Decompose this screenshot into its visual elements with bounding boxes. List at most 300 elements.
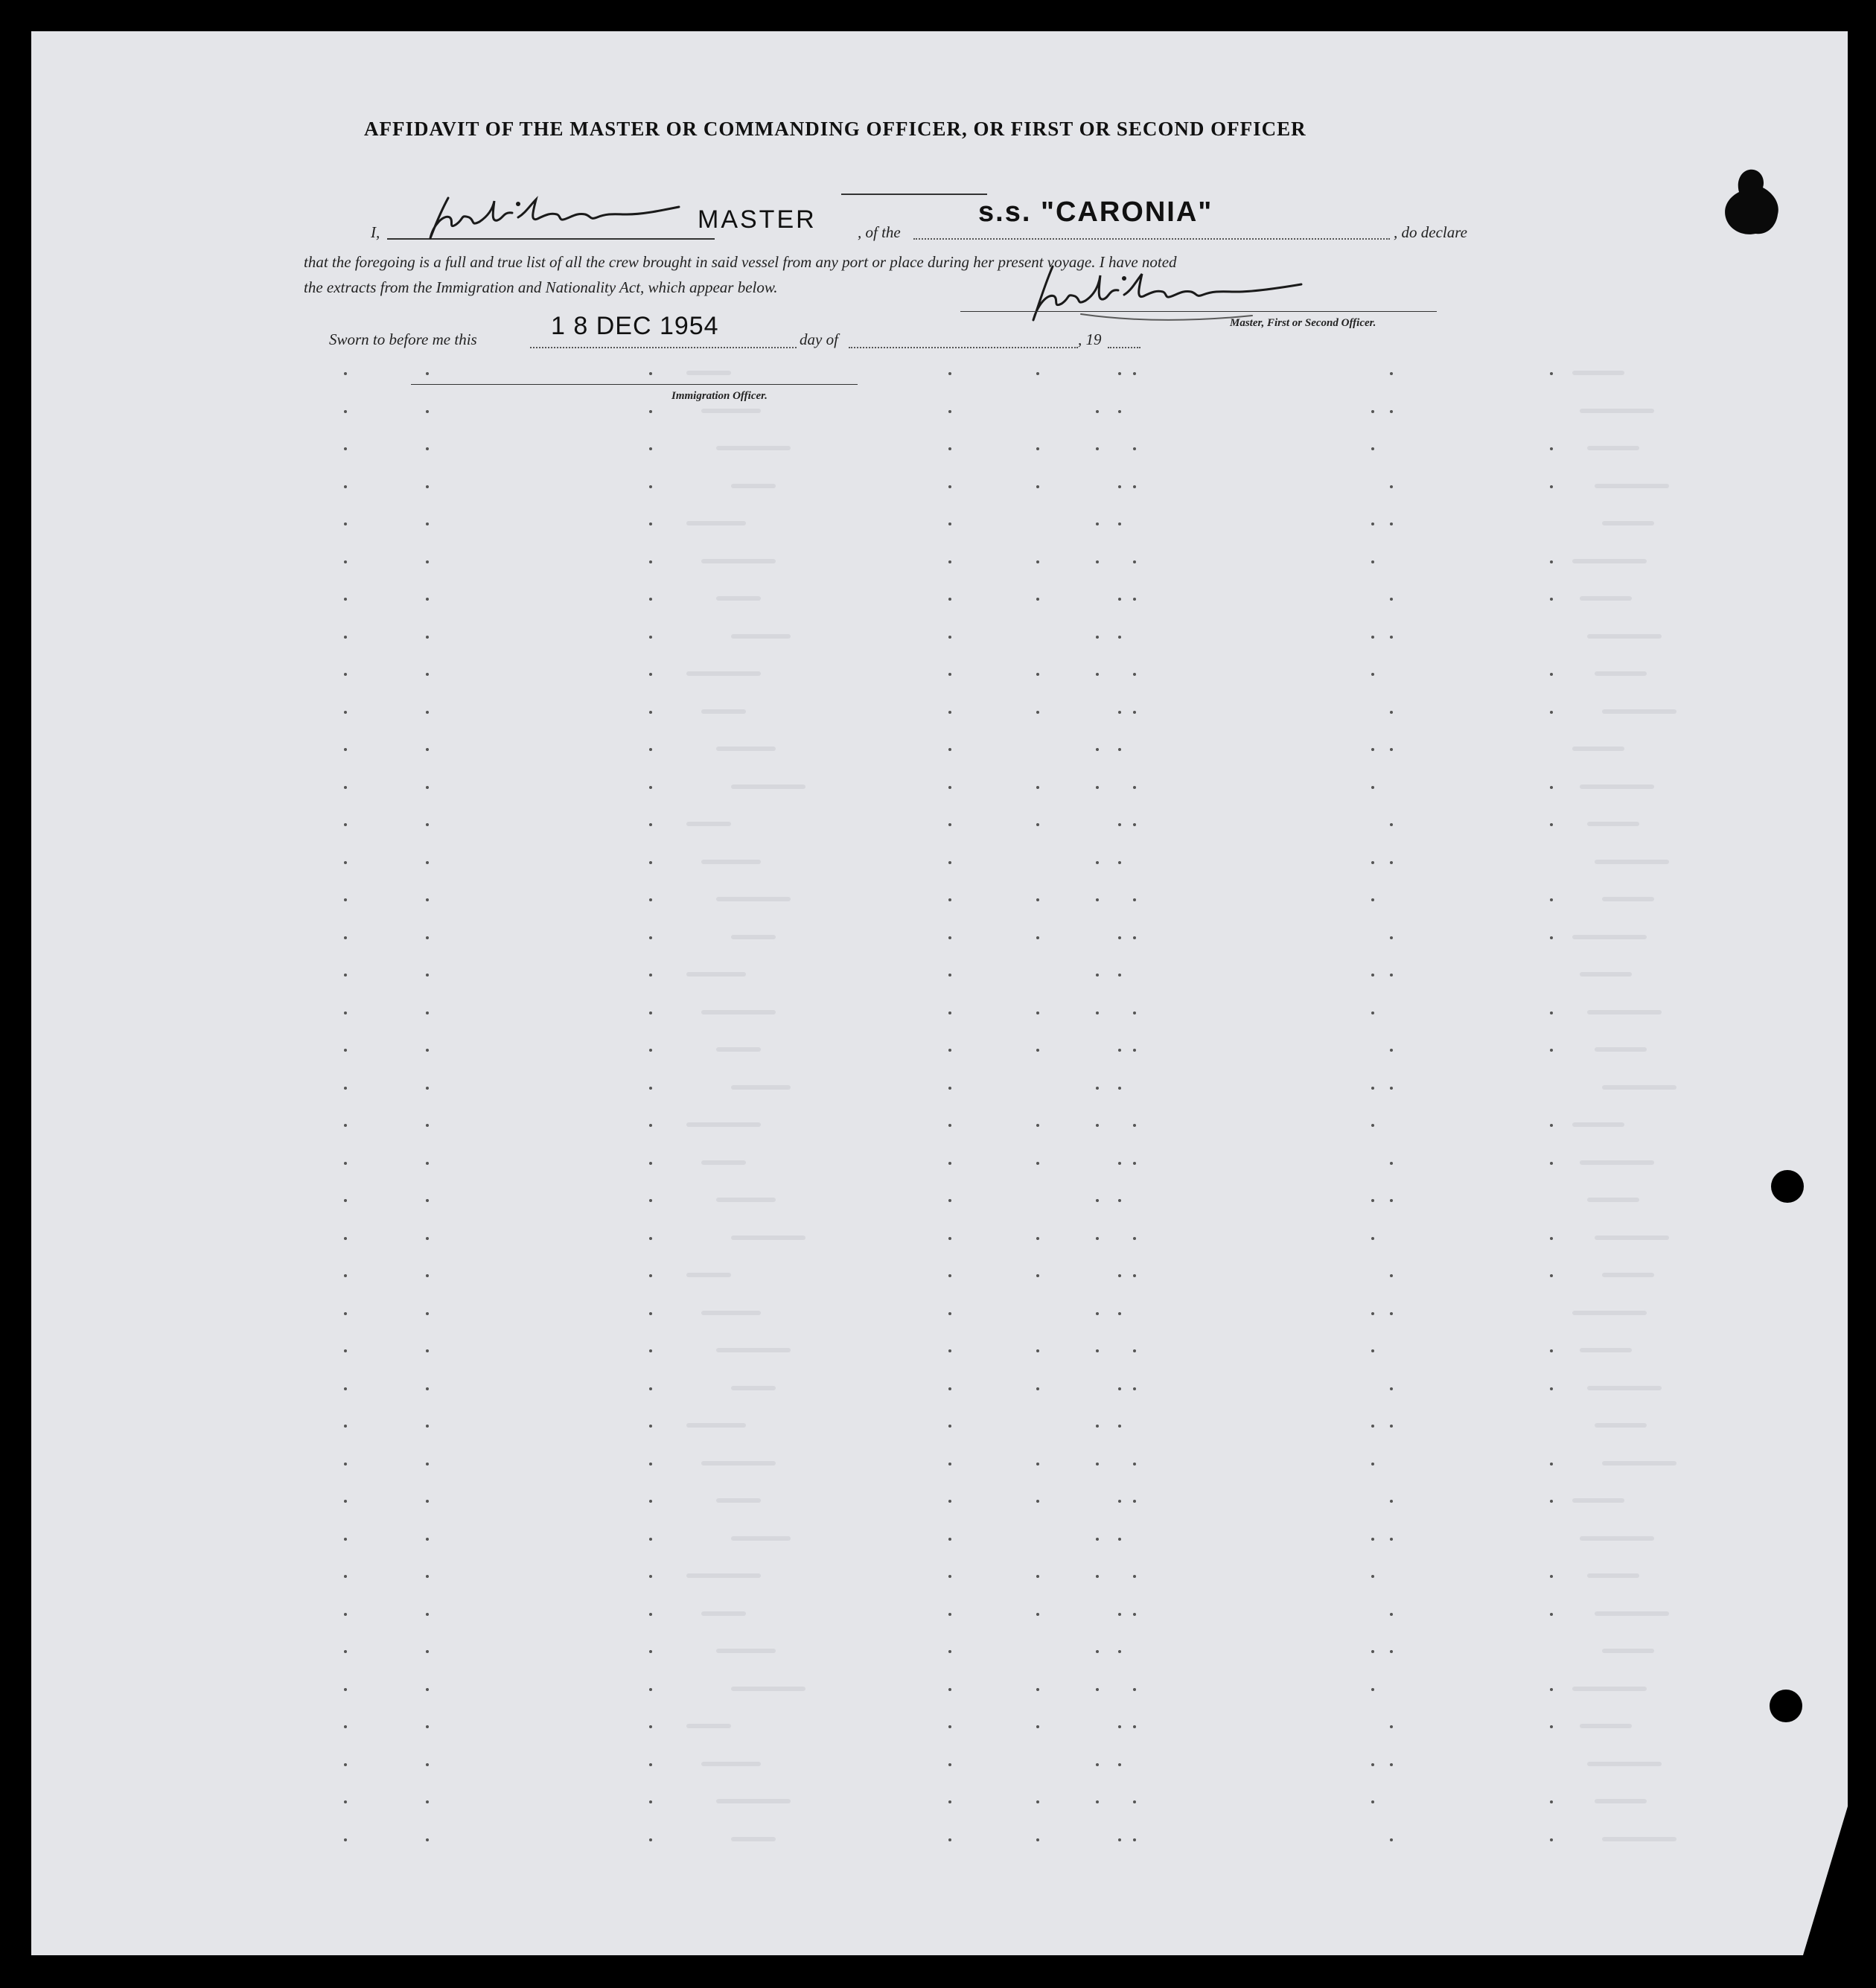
bleedthrough-dot xyxy=(344,522,347,525)
bleedthrough-dot xyxy=(1550,1237,1553,1240)
bleedthrough-dot xyxy=(1371,1650,1374,1653)
bleedthrough-dot xyxy=(1096,1312,1099,1315)
bleedthrough-dot xyxy=(1390,1162,1393,1165)
bleedthrough-dot xyxy=(1036,560,1039,563)
bleedthrough-text xyxy=(1595,484,1669,488)
bleedthrough-text xyxy=(731,1687,805,1691)
bleedthrough-dot xyxy=(1133,485,1136,488)
bleedthrough-dot xyxy=(1133,823,1136,826)
bleedthrough-dot xyxy=(1390,1763,1393,1766)
bleedthrough-dot xyxy=(344,1312,347,1315)
master-signature-line xyxy=(960,311,1437,312)
bleedthrough-dot xyxy=(1550,1688,1553,1691)
bleedthrough-text xyxy=(1595,860,1669,864)
bleedthrough-dot xyxy=(1390,1725,1393,1728)
bleedthrough-dot xyxy=(1133,786,1136,789)
declaration-line-1: that the foregoing is a full and true list of all the crew brought in said vessel from any port or place during her present voyage. I have noted xyxy=(304,253,1177,271)
bleedthrough-dot xyxy=(948,560,951,563)
bleedthrough-dot xyxy=(948,1274,951,1277)
bleedthrough-dot xyxy=(1118,636,1121,639)
bleedthrough-dot xyxy=(1550,1011,1553,1014)
bleedthrough-dot xyxy=(649,1613,652,1616)
bleedthrough-dot xyxy=(649,1538,652,1541)
bleedthrough-dot xyxy=(1550,1500,1553,1503)
bleedthrough-dot xyxy=(1133,1575,1136,1578)
bleedthrough-dot xyxy=(1096,786,1099,789)
bleedthrough-dot xyxy=(426,1274,429,1277)
bleedthrough-text xyxy=(1587,446,1639,450)
bleedthrough-dot xyxy=(649,522,652,525)
bleedthrough-text xyxy=(1602,1649,1654,1653)
bleedthrough-dot xyxy=(1390,1650,1393,1653)
bleedthrough-dot xyxy=(344,861,347,864)
bleedthrough-dot xyxy=(1133,1613,1136,1616)
bleedthrough-dot xyxy=(948,673,951,676)
bleedthrough-dot xyxy=(649,1463,652,1466)
bleedthrough-dot xyxy=(344,1162,347,1165)
bleedthrough-text xyxy=(1602,1837,1676,1841)
bleedthrough-dot xyxy=(1133,898,1136,901)
bleedthrough-dot xyxy=(948,786,951,789)
bleedthrough-dot xyxy=(1371,410,1374,413)
bleedthrough-text xyxy=(686,972,746,977)
bleedthrough-dot xyxy=(1036,936,1039,939)
bleedthrough-dot xyxy=(344,1049,347,1052)
bleedthrough-dot xyxy=(948,974,951,977)
bleedthrough-dot xyxy=(1118,861,1121,864)
bleedthrough-text xyxy=(1572,559,1647,563)
bleedthrough-dot xyxy=(1550,1349,1553,1352)
bleedthrough-text xyxy=(686,671,761,676)
rank-typed: MASTER xyxy=(698,205,817,234)
bleedthrough-dot xyxy=(1118,522,1121,525)
bleedthrough-dot xyxy=(1390,410,1393,413)
bleedthrough-dot xyxy=(1036,447,1039,450)
bleedthrough-dot xyxy=(426,936,429,939)
bleedthrough-dot xyxy=(344,1613,347,1616)
bleedthrough-dot xyxy=(649,485,652,488)
bleedthrough-dot xyxy=(344,1011,347,1014)
bleedthrough-dot xyxy=(1390,1500,1393,1503)
bleedthrough-dot xyxy=(1390,1199,1393,1202)
bleedthrough-dot xyxy=(1096,410,1099,413)
bleedthrough-dot xyxy=(1550,1387,1553,1390)
bleedthrough-dot xyxy=(1371,1538,1374,1541)
bleedthrough-text xyxy=(1572,1687,1647,1691)
bleedthrough-dot xyxy=(948,598,951,601)
bleedthrough-dot xyxy=(1390,1087,1393,1090)
bleedthrough-dot xyxy=(948,823,951,826)
bleedthrough-text xyxy=(701,1461,776,1466)
bleedthrough-text xyxy=(1572,1122,1624,1127)
vessel-underline xyxy=(913,238,1390,240)
sworn-date-underline xyxy=(530,347,797,348)
bleedthrough-dot xyxy=(1371,1199,1374,1202)
bleedthrough-dot xyxy=(426,1463,429,1466)
day-of-label: day of xyxy=(800,330,838,348)
bleedthrough-dot xyxy=(1133,1500,1136,1503)
bleedthrough-dot xyxy=(344,711,347,714)
bleedthrough-dot xyxy=(649,1725,652,1728)
bleedthrough-dot xyxy=(649,1011,652,1014)
bleedthrough-dot xyxy=(1036,1688,1039,1691)
bleedthrough-dot xyxy=(948,1763,951,1766)
sworn-label: Sworn to before me this xyxy=(329,330,477,348)
bleedthrough-dot xyxy=(1390,748,1393,751)
bleedthrough-text xyxy=(716,897,791,901)
bleedthrough-dot xyxy=(1118,974,1121,977)
bleedthrough-dot xyxy=(344,1575,347,1578)
bleedthrough-dot xyxy=(948,1312,951,1315)
bleedthrough-text xyxy=(1602,1273,1654,1277)
bleedthrough-text xyxy=(1587,634,1662,639)
bleedthrough-dot xyxy=(1133,673,1136,676)
bleedthrough-text xyxy=(731,1386,776,1390)
bleedthrough-text xyxy=(1580,409,1654,413)
bleedthrough-dot xyxy=(1096,1124,1099,1127)
bleedthrough-dot xyxy=(649,1237,652,1240)
bleedthrough-dot xyxy=(1371,1011,1374,1014)
bleedthrough-text xyxy=(716,1348,791,1352)
bleedthrough-dot xyxy=(1118,823,1121,826)
bleedthrough-dot xyxy=(948,936,951,939)
bleedthrough-text xyxy=(1580,1724,1632,1728)
bleedthrough-dot xyxy=(1371,1800,1374,1803)
bleedthrough-dot xyxy=(1118,1312,1121,1315)
bleedthrough-text xyxy=(731,1837,776,1841)
bleedthrough-dot xyxy=(1550,936,1553,939)
bleedthrough-text xyxy=(1602,709,1676,714)
bleedthrough-text xyxy=(701,1762,761,1766)
bleedthrough-text xyxy=(1595,671,1647,676)
bleedthrough-dot xyxy=(1390,598,1393,601)
bleedthrough-dot xyxy=(426,1650,429,1653)
bleedthrough-dot xyxy=(649,936,652,939)
bleedthrough-dot xyxy=(1133,1049,1136,1052)
bleedthrough-dot xyxy=(344,898,347,901)
bleedthrough-dot xyxy=(344,673,347,676)
bleedthrough-text xyxy=(1580,1160,1654,1165)
bleedthrough-dot xyxy=(426,823,429,826)
bleedthrough-dot xyxy=(1036,1800,1039,1803)
bleedthrough-dot xyxy=(426,786,429,789)
bleedthrough-dot xyxy=(1390,974,1393,977)
bleedthrough-dot xyxy=(1118,1763,1121,1766)
bleedthrough-dot xyxy=(1133,372,1136,375)
bleedthrough-text xyxy=(701,559,776,563)
bleedthrough-text xyxy=(1572,935,1647,939)
bleedthrough-dot xyxy=(1550,1162,1553,1165)
officer-caption: Immigration Officer. xyxy=(671,390,768,402)
bleedthrough-text xyxy=(1572,371,1624,375)
bleedthrough-dot xyxy=(948,1575,951,1578)
bleedthrough-text xyxy=(731,935,776,939)
bleedthrough-text xyxy=(1595,1611,1669,1616)
bleedthrough-dot xyxy=(948,372,951,375)
bleedthrough-dot xyxy=(344,1274,347,1277)
bleedthrough-text xyxy=(701,1160,746,1165)
bleedthrough-dot xyxy=(1118,1538,1121,1541)
bleedthrough-text xyxy=(1587,822,1639,826)
bleedthrough-dot xyxy=(1118,1500,1121,1503)
bleedthrough-dot xyxy=(1036,1237,1039,1240)
bleedthrough-dot xyxy=(948,522,951,525)
bleedthrough-dot xyxy=(948,1162,951,1165)
bleedthrough-dot xyxy=(948,1349,951,1352)
bleedthrough-dot xyxy=(344,1725,347,1728)
bleedthrough-dot xyxy=(1550,786,1553,789)
bleedthrough-text xyxy=(1602,1461,1676,1466)
bleedthrough-dot xyxy=(1133,1688,1136,1691)
bleedthrough-text xyxy=(686,1423,746,1428)
bleedthrough-dot xyxy=(1096,1199,1099,1202)
bleedthrough-dot xyxy=(649,1500,652,1503)
bleedthrough-dot xyxy=(426,447,429,450)
bleedthrough-text xyxy=(716,1799,791,1803)
bleedthrough-dot xyxy=(1096,1237,1099,1240)
bleedthrough-dot xyxy=(649,1274,652,1277)
bleedthrough-dot xyxy=(1371,522,1374,525)
bleedthrough-dot xyxy=(1371,673,1374,676)
bleedthrough-dot xyxy=(1133,1011,1136,1014)
bleedthrough-text xyxy=(1595,1423,1647,1428)
bleedthrough-dot xyxy=(1550,1575,1553,1578)
bleedthrough-dot xyxy=(1036,1124,1039,1127)
bleedthrough-dot xyxy=(426,974,429,977)
bleedthrough-dot xyxy=(1133,1463,1136,1466)
bleedthrough-dot xyxy=(649,410,652,413)
bleedthrough-dot xyxy=(1036,1500,1039,1503)
bleedthrough-text xyxy=(1572,747,1624,751)
bleedthrough-dot xyxy=(1036,1049,1039,1052)
bleedthrough-dot xyxy=(1036,1613,1039,1616)
bleedthrough-dot xyxy=(948,1650,951,1653)
bleedthrough-dot xyxy=(426,1312,429,1315)
bleedthrough-dot xyxy=(948,636,951,639)
bleedthrough-dot xyxy=(1133,936,1136,939)
bleedthrough-dot xyxy=(1096,1650,1099,1653)
declare-label: , do declare xyxy=(1394,223,1467,241)
bleedthrough-dot xyxy=(1036,898,1039,901)
bleedthrough-dot xyxy=(344,1688,347,1691)
bleedthrough-dot xyxy=(426,1725,429,1728)
bleedthrough-dot xyxy=(1371,898,1374,901)
bleedthrough-dot xyxy=(1550,372,1553,375)
bleedthrough-dot xyxy=(1036,711,1039,714)
bleedthrough-dot xyxy=(1036,1387,1039,1390)
bleedthrough-text xyxy=(731,1236,805,1240)
bleedthrough-text xyxy=(701,1010,776,1014)
bleedthrough-dot xyxy=(649,560,652,563)
bleedthrough-dot xyxy=(344,1463,347,1466)
bleedthrough-dot xyxy=(1096,1763,1099,1766)
bleedthrough-dot xyxy=(1550,560,1553,563)
bleedthrough-dot xyxy=(1133,1800,1136,1803)
bleedthrough-dot xyxy=(1371,974,1374,977)
bleedthrough-dot xyxy=(948,898,951,901)
bleedthrough-dot xyxy=(649,1838,652,1841)
bleedthrough-dot xyxy=(649,1575,652,1578)
bleedthrough-dot xyxy=(649,1387,652,1390)
bleedthrough-dot xyxy=(344,748,347,751)
bleedthrough-dot xyxy=(1036,786,1039,789)
bleedthrough-text xyxy=(1602,897,1654,901)
bleedthrough-text xyxy=(1587,1010,1662,1014)
bleedthrough-dot xyxy=(344,485,347,488)
bleedthrough-dot xyxy=(948,1538,951,1541)
bleedthrough-dot xyxy=(1096,1425,1099,1428)
bleedthrough-dot xyxy=(344,598,347,601)
bleedthrough-dot xyxy=(1390,1312,1393,1315)
bleedthrough-dot xyxy=(1371,1124,1374,1127)
bleedthrough-dot xyxy=(344,1425,347,1428)
bleedthrough-dot xyxy=(1118,598,1121,601)
bleedthrough-dot xyxy=(1096,1463,1099,1466)
year-underline xyxy=(1108,347,1140,348)
punch-hole-lower xyxy=(1770,1690,1802,1722)
bleedthrough-text xyxy=(731,1536,791,1541)
bleedthrough-dot xyxy=(1096,1538,1099,1541)
bleedthrough-dot xyxy=(426,1237,429,1240)
bleedthrough-text xyxy=(716,1047,761,1052)
bleedthrough-dot xyxy=(1371,1688,1374,1691)
bleedthrough-dot xyxy=(1118,1087,1121,1090)
bleedthrough-dot xyxy=(1550,447,1553,450)
bleedthrough-dot xyxy=(1036,1162,1039,1165)
bleedthrough-dot xyxy=(1096,636,1099,639)
bleedthrough-dot xyxy=(1118,936,1121,939)
bleedthrough-dot xyxy=(1118,1838,1121,1841)
bleedthrough-text xyxy=(701,709,746,714)
bleedthrough-dot xyxy=(1390,522,1393,525)
bleedthrough-dot xyxy=(649,1650,652,1653)
bleedthrough-text xyxy=(1580,1536,1654,1541)
bleedthrough-dot xyxy=(426,1087,429,1090)
bleedthrough-dot xyxy=(1390,1613,1393,1616)
bleedthrough-dot xyxy=(426,560,429,563)
bleedthrough-dot xyxy=(1371,1463,1374,1466)
bleedthrough-dot xyxy=(1133,1237,1136,1240)
bleedthrough-dot xyxy=(344,1087,347,1090)
bleedthrough-dot xyxy=(649,898,652,901)
bleedthrough-dot xyxy=(649,447,652,450)
punch-hole-upper xyxy=(1771,1170,1804,1203)
bleedthrough-dot xyxy=(1550,673,1553,676)
bleedthrough-dot xyxy=(1371,447,1374,450)
bleedthrough-dot xyxy=(948,711,951,714)
bleedthrough-dot xyxy=(1371,1763,1374,1766)
bleedthrough-dot xyxy=(344,1124,347,1127)
bleedthrough-dot xyxy=(649,1763,652,1766)
bleedthrough-dot xyxy=(1133,1124,1136,1127)
bleedthrough-dot xyxy=(1550,1049,1553,1052)
bleedthrough-text xyxy=(716,1198,776,1202)
bleedthrough-text xyxy=(731,1085,791,1090)
bleedthrough-dot xyxy=(1096,1688,1099,1691)
bleedthrough-dot xyxy=(1390,372,1393,375)
rank-overline xyxy=(841,194,987,195)
ink-blot xyxy=(1720,165,1787,240)
bleedthrough-text xyxy=(716,747,776,751)
document-page xyxy=(31,31,1848,1955)
bleedthrough-dot xyxy=(1118,1387,1121,1390)
bleedthrough-dot xyxy=(1118,1613,1121,1616)
bleedthrough-text xyxy=(1572,1311,1647,1315)
bleedthrough-text xyxy=(701,860,761,864)
bleedthrough-dot xyxy=(426,1800,429,1803)
bleedthrough-dot xyxy=(948,1387,951,1390)
bleedthrough-dot xyxy=(344,447,347,450)
bleedthrough-text xyxy=(1587,1386,1662,1390)
officer-signature-line xyxy=(411,384,858,385)
bleedthrough-dot xyxy=(649,1049,652,1052)
bleedthrough-dot xyxy=(1118,1725,1121,1728)
bleedthrough-dot xyxy=(1036,673,1039,676)
bleedthrough-text xyxy=(686,1573,761,1578)
bleedthrough-text xyxy=(686,1122,761,1127)
bleedthrough-text xyxy=(701,409,761,413)
bleedthrough-text xyxy=(686,1273,731,1277)
bleedthrough-dot xyxy=(649,1688,652,1691)
bleedthrough-dot xyxy=(948,748,951,751)
bleedthrough-text xyxy=(686,822,731,826)
bleedthrough-text xyxy=(1595,1236,1669,1240)
bleedthrough-dot xyxy=(1118,1199,1121,1202)
bleedthrough-dot xyxy=(1118,1162,1121,1165)
bleedthrough-text xyxy=(686,371,731,375)
bleedthrough-dot xyxy=(1550,1838,1553,1841)
bleedthrough-dot xyxy=(1550,1613,1553,1616)
bleedthrough-dot xyxy=(1096,447,1099,450)
bleedthrough-dot xyxy=(1390,823,1393,826)
bleedthrough-dot xyxy=(426,522,429,525)
bleedthrough-dot xyxy=(1096,1800,1099,1803)
bleedthrough-dot xyxy=(1133,1162,1136,1165)
bleedthrough-dot xyxy=(1133,711,1136,714)
bleedthrough-dot xyxy=(1036,372,1039,375)
bleedthrough-dot xyxy=(426,1838,429,1841)
bleedthrough-dot xyxy=(1118,748,1121,751)
bleedthrough-text xyxy=(1587,1198,1639,1202)
bleedthrough-dot xyxy=(426,673,429,676)
bleedthrough-dot xyxy=(1096,522,1099,525)
bleedthrough-dot xyxy=(1036,1575,1039,1578)
bleedthrough-text xyxy=(1595,1047,1647,1052)
bleedthrough-dot xyxy=(426,1575,429,1578)
bleedthrough-dot xyxy=(344,636,347,639)
bleedthrough-dot xyxy=(1390,1274,1393,1277)
bleedthrough-dot xyxy=(1096,861,1099,864)
bleedthrough-dot xyxy=(344,823,347,826)
bleedthrough-dot xyxy=(1550,711,1553,714)
bleedthrough-dot xyxy=(948,1011,951,1014)
bleedthrough-dot xyxy=(649,823,652,826)
bleedthrough-dot xyxy=(1550,898,1553,901)
bleedthrough-dot xyxy=(344,1500,347,1503)
bleedthrough-dot xyxy=(344,1237,347,1240)
bleedthrough-dot xyxy=(344,1838,347,1841)
bleedthrough-dot xyxy=(1371,1237,1374,1240)
bleedthrough-dot xyxy=(1036,1725,1039,1728)
bleedthrough-dot xyxy=(1096,898,1099,901)
bleedthrough-dot xyxy=(426,485,429,488)
bleedthrough-dot xyxy=(1390,636,1393,639)
bleedthrough-dot xyxy=(1133,598,1136,601)
bleedthrough-dot xyxy=(1096,560,1099,563)
bleedthrough-dot xyxy=(948,1463,951,1466)
bleedthrough-dot xyxy=(1550,1124,1553,1127)
bleedthrough-text xyxy=(686,1724,731,1728)
